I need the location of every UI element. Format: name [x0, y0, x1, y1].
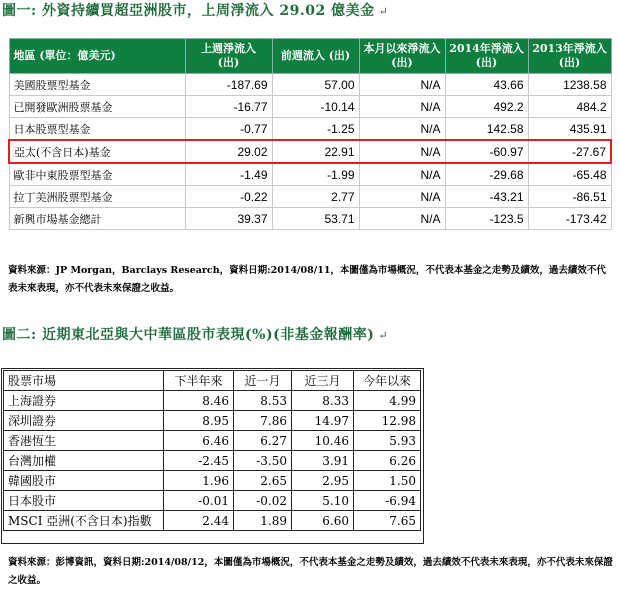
table-row — [9, 140, 611, 163]
table-cell: -2.45 — [164, 451, 234, 471]
paragraph-mark-icon: ↵ — [378, 329, 389, 342]
table-cell: 435.91 — [528, 118, 611, 141]
table-cell: N/A — [359, 163, 445, 186]
table-cell: 4.99 — [354, 391, 421, 411]
table-cell: 8.53 — [234, 391, 292, 411]
column-header: 前週流入 (出) — [272, 39, 359, 74]
table-cell: -86.51 — [528, 186, 611, 208]
table-cell: 142.58 — [445, 118, 528, 141]
column-header: 近三月 — [292, 371, 354, 391]
table-cell: 5.93 — [354, 431, 421, 451]
table-row — [9, 163, 611, 186]
table-row — [9, 118, 611, 141]
table-cell: 492.2 — [445, 96, 528, 118]
table-cell: 484.2 — [528, 96, 611, 118]
paragraph-mark-icon: ↵ — [378, 5, 389, 18]
table-row — [4, 431, 421, 451]
table-cell: N/A — [359, 140, 445, 163]
table-cell: 3.91 — [292, 451, 354, 471]
table-row — [4, 451, 421, 471]
fund-flow-table — [8, 38, 612, 230]
row-label: 美國股票型基金 — [9, 74, 185, 96]
table-cell: 2.65 — [234, 471, 292, 491]
column-header: 股票市場 — [4, 371, 164, 391]
figure1-source-note: 資料來源：JP Morgan，Barclays Research，資料日期:2014/08/11，本圖僅為市場概況，不代表本基金之走勢及績效，過去績效不代表未來表現，亦不代表未來保證之收益。 — [8, 265, 606, 294]
table-cell: 7.65 — [354, 511, 421, 531]
table-cell: 2.44 — [164, 511, 234, 531]
table-cell: 1.89 — [234, 511, 292, 531]
table-cell: -10.14 — [272, 96, 359, 118]
figure1-title: 圖一: 外資持續買超亞洲股市，上周淨流入 29.02 億美金 ↵ — [2, 3, 389, 19]
table-cell: -6.94 — [354, 491, 421, 511]
column-header: 近一月 — [234, 371, 292, 391]
row-label: 香港恆生 — [4, 431, 164, 451]
table-cell: 7.86 — [234, 411, 292, 431]
table-row — [9, 74, 611, 96]
row-label: 日本股票型基金 — [9, 118, 185, 141]
row-label: 歐非中東股票型基金 — [9, 163, 185, 186]
table-cell: 2.95 — [292, 471, 354, 491]
column-header: 上週淨流入 (出) — [185, 39, 272, 74]
column-header: 下半年來 — [164, 371, 234, 391]
table-cell: 8.46 — [164, 391, 234, 411]
table-cell: -0.01 — [164, 491, 234, 511]
table-cell: -16.77 — [185, 96, 272, 118]
table-header-row — [4, 371, 421, 391]
table-cell: 22.91 — [272, 140, 359, 163]
table-header-row — [9, 39, 611, 74]
table-cell: -1.49 — [185, 163, 272, 186]
table-cell: 39.37 — [185, 208, 272, 230]
column-header: 2014年淨流入(出) — [445, 39, 528, 74]
table-row — [9, 208, 611, 230]
table-row — [9, 96, 611, 118]
table-cell: -65.48 — [528, 163, 611, 186]
table-cell: -173.42 — [528, 208, 611, 230]
row-label: 拉丁美洲股票型基金 — [9, 186, 185, 208]
table-cell: 1238.58 — [528, 74, 611, 96]
table-cell: -187.69 — [185, 74, 272, 96]
table-row — [4, 411, 421, 431]
table-cell: 1.96 — [164, 471, 234, 491]
row-label: 亞太(不含日本)基金 — [9, 140, 185, 163]
table-cell: -0.77 — [185, 118, 272, 141]
table-cell: 6.26 — [354, 451, 421, 471]
table-cell: N/A — [359, 74, 445, 96]
column-header: 地區 (單位：億美元) — [9, 39, 185, 74]
table-cell: -60.97 — [445, 140, 528, 163]
table-row — [4, 391, 421, 411]
row-label: 深圳證券 — [4, 411, 164, 431]
table-cell: 2.77 — [272, 186, 359, 208]
row-label: MSCI 亞洲(不含日本)指數 — [4, 511, 164, 531]
column-header: 本月以來淨流入(出) — [359, 39, 445, 74]
table-cell: 5.10 — [292, 491, 354, 511]
table-cell: 29.02 — [185, 140, 272, 163]
table-row — [9, 186, 611, 208]
table-row — [4, 471, 421, 491]
table-cell: N/A — [359, 208, 445, 230]
table-cell: N/A — [359, 96, 445, 118]
row-label: 新興市場基金總計 — [9, 208, 185, 230]
table-cell: -1.25 — [272, 118, 359, 141]
row-label: 已開發歐洲股票基金 — [9, 96, 185, 118]
table-cell: 12.98 — [354, 411, 421, 431]
table-cell: -3.50 — [234, 451, 292, 471]
table-row — [4, 511, 421, 531]
row-label: 韓國股市 — [4, 471, 164, 491]
table-cell: 1.50 — [354, 471, 421, 491]
row-label: 台灣加權 — [4, 451, 164, 471]
figure2-source-note: 資料來源：彭博資訊，資料日期:2014/08/12，本圖僅為市場概況，不代表本基金之走勢及績效，過去績效不代表未來表現，亦不代表未來保證之收益。 — [8, 557, 613, 586]
table-cell: -0.02 — [234, 491, 292, 511]
table-cell: -43.21 — [445, 186, 528, 208]
table-cell: 6.46 — [164, 431, 234, 451]
table-cell: 8.33 — [292, 391, 354, 411]
table-cell: -123.5 — [445, 208, 528, 230]
table-cell: N/A — [359, 118, 445, 141]
table-cell: -0.22 — [185, 186, 272, 208]
market-performance-table — [3, 370, 421, 531]
table-row — [4, 491, 421, 511]
table-cell: 8.95 — [164, 411, 234, 431]
table-cell: 57.00 — [272, 74, 359, 96]
table-cell: 53.71 — [272, 208, 359, 230]
figure2-title: 圖二: 近期東北亞與大中華區股市表現(%)(非基金報酬率) ↵ — [2, 327, 389, 343]
table-cell: 6.60 — [292, 511, 354, 531]
row-label: 日本股市 — [4, 491, 164, 511]
table-cell: 14.97 — [292, 411, 354, 431]
column-header: 2013年淨流入(出) — [528, 39, 611, 74]
table-cell: -27.67 — [528, 140, 611, 163]
column-header: 今年以來 — [354, 371, 421, 391]
table-cell: 6.27 — [234, 431, 292, 451]
table-cell: 43.66 — [445, 74, 528, 96]
table-cell: 10.46 — [292, 431, 354, 451]
table-cell: -29.68 — [445, 163, 528, 186]
row-label: 上海證券 — [4, 391, 164, 411]
table-cell: -1.99 — [272, 163, 359, 186]
table-cell: N/A — [359, 186, 445, 208]
